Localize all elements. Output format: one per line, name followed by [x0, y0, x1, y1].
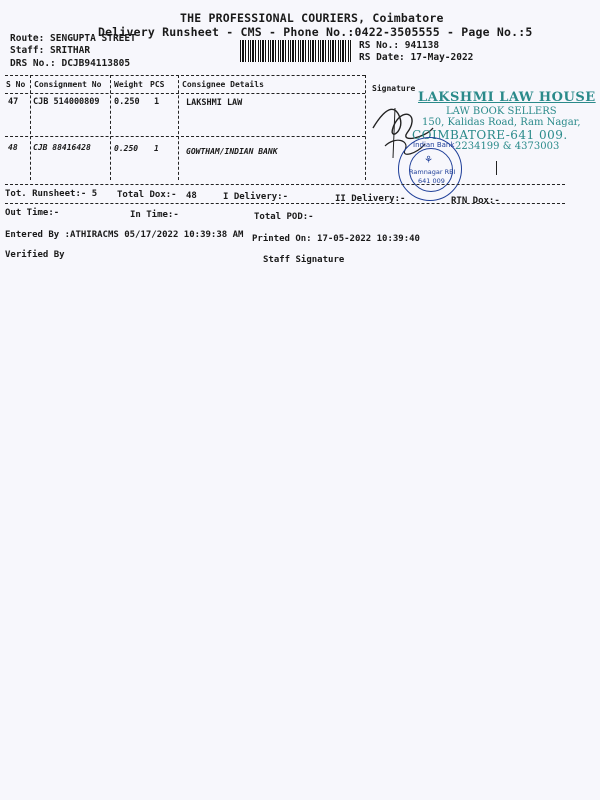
- column-header-weight: Weight: [114, 80, 143, 89]
- row-divider: [5, 136, 365, 137]
- column-header-consignee: Consignee Details: [182, 80, 264, 89]
- printed-on: Printed On: 17-05-2022 10:39:40: [252, 234, 420, 244]
- i-delivery: I Delivery:-: [223, 192, 289, 202]
- document-title: THE PROFESSIONAL COURIERS, Coimbatore: [180, 11, 444, 25]
- verified-by: Verified By: [5, 250, 65, 260]
- staff-text: Staff: SRITHAR: [10, 45, 91, 56]
- table-row-consignee: LAKSHMI LAW: [186, 98, 243, 108]
- bank-seal-top: Indian Bank: [413, 141, 455, 149]
- barcode-image: [240, 40, 352, 62]
- footer-rule: [5, 203, 565, 204]
- total-pod: Total POD:-: [254, 212, 314, 222]
- rs-date: RS Date: 17-May-2022: [359, 52, 474, 63]
- table-row-consignment: CJB 514000809: [33, 97, 100, 107]
- bank-seal-mid: Ramnagar RBI: [409, 168, 456, 176]
- in-time: In Time:-: [130, 210, 179, 220]
- table-row-pcs: 1: [154, 144, 159, 153]
- bank-logo-icon: ⚘: [424, 155, 433, 166]
- stamp-line: COIMBATORE-641 009.: [412, 128, 568, 142]
- column-rule: [110, 75, 111, 180]
- rs-number: RS No.: 941138: [359, 40, 440, 51]
- out-time: Out Time:-: [5, 208, 60, 218]
- table-row-sno: 48: [8, 143, 18, 152]
- column-header-signature: Signature: [372, 84, 416, 93]
- column-header-pcs: PCS: [150, 80, 165, 89]
- table-row-weight: 0.250: [114, 97, 140, 107]
- table-row-pcs: 1: [154, 97, 160, 107]
- drs-number: DRS No.: DCJB94113805: [10, 58, 131, 69]
- column-rule: [178, 75, 179, 180]
- column-rule: [30, 75, 31, 180]
- ii-delivery: II Delivery:-: [335, 194, 406, 204]
- staff-signature: Staff Signature: [263, 255, 345, 265]
- bank-seal-bottom: 641 009: [418, 177, 445, 185]
- table-row-consignee: GOWTHAM/INDIAN BANK: [186, 147, 278, 156]
- route-text: Route: SENGUPTA STREET: [10, 33, 136, 44]
- stamp-line: 2234199 & 4373003: [455, 141, 560, 152]
- table-header-rule: [5, 93, 365, 94]
- document-subtitle: Delivery Runsheet - CMS - Phone No.:0422-3505555 - Page No.:5: [98, 25, 533, 39]
- entered-by: Entered By :ATHIRACMS 05/17/2022 10:39:38 AM: [5, 230, 244, 240]
- stamp-line: 150, Kalidas Road, Ram Nagar,: [422, 117, 581, 128]
- column-header-sno: S No: [6, 80, 26, 89]
- rtn-dox: RTN Dox:-: [451, 196, 500, 206]
- table-row-weight: 0.250: [114, 144, 139, 153]
- table-row-consignment: CJB 88416428: [33, 143, 91, 152]
- table-top-rule: [5, 75, 365, 76]
- total-dox-value: 48: [186, 191, 197, 201]
- tick-mark: [496, 161, 497, 175]
- total-dox-label: Total Dox:-: [117, 190, 177, 200]
- tot-runsheet: Tot. Runsheet:- 5: [5, 189, 98, 199]
- stamp-lakshmi-title: LAKSHMI LAW HOUSE: [418, 90, 596, 105]
- column-header-consignment: Consignment No: [34, 80, 102, 89]
- stamp-line: LAW BOOK SELLERS: [446, 106, 557, 117]
- table-row-sno: 47: [8, 97, 19, 107]
- footer-top-rule: [5, 184, 565, 185]
- bank-seal-stamp: [398, 137, 462, 201]
